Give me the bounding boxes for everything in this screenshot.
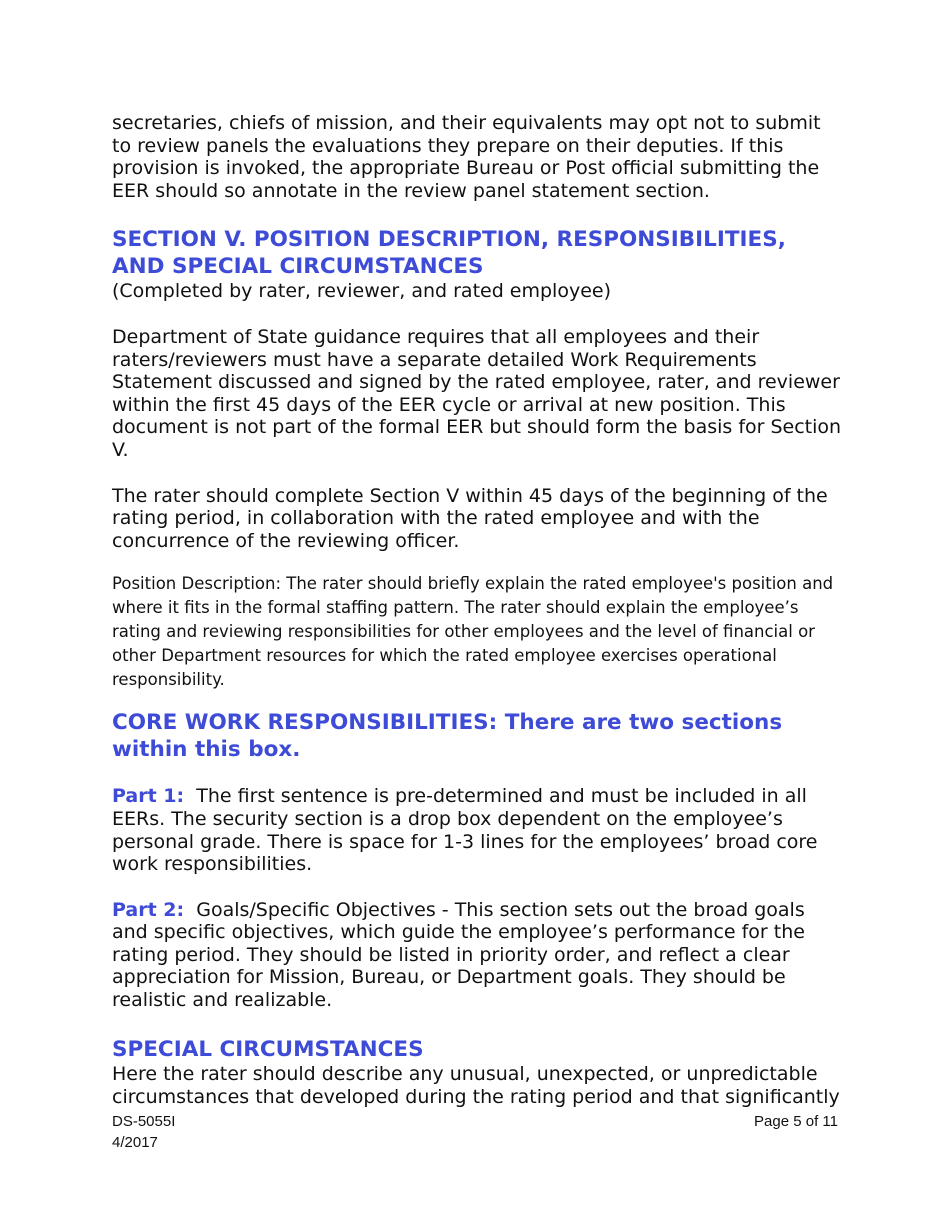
- special-circumstances-text: Here the rater should describe any unusual, unexpected, or unpredictable circumstances that developed during the rating period and that significantly: [112, 1063, 840, 1108]
- document-page: [112, 112, 842, 1108]
- timing-paragraph: The rater should complete Section V within 45 days of the beginning of the rating period, in collaboration with the rated employee and with the concurrence of the reviewing officer.: [112, 484, 828, 552]
- section-v-heading: SECTION V. POSITION DESCRIPTION, RESPONSIBILITIES, AND SPECIAL CIRCUMSTANCES: [112, 227, 786, 279]
- footer-left: [112, 1111, 175, 1153]
- form-date: 4/2017: [112, 1134, 158, 1151]
- intro-paragraph: secretaries, chiefs of mission, and their equivalents may opt not to submit to review panels the evaluations they prepare on their deputies. If this provision is invoked, the appropriate Bureau or Post official submitting the EER should so annotate in the review panel statement section.: [112, 112, 821, 202]
- part1-paragraph: [112, 785, 842, 875]
- part2-label: Part 2:: [112, 898, 185, 921]
- section-v-subheading: (Completed by rater, reviewer, and rated employee): [112, 280, 612, 303]
- part2-paragraph: [112, 899, 842, 1012]
- part1-label: Part 1:: [112, 785, 185, 808]
- part1-text: The first sentence is pre-determined and must be included in all EERs. The security section is a drop box dependent on the employee’s personal grade. There is space for 1-3 lines for the employees’ broad core work responsibilities.: [112, 785, 818, 876]
- special-circumstances-heading: SPECIAL CIRCUMSTANCES: [112, 1036, 424, 1062]
- position-description-paragraph: Position Description: The rater should briefly explain the rated employee's position and where it fits in the formal staffing pattern. The rater should explain the employee’s rating and reviewing responsibilities for other employees and the level of financial or other Department resources for which the rated employee exercises operational responsibility.: [112, 574, 834, 690]
- part2-text: Goals/Specific Objectives - This section sets out the broad goals and specific objectives, which guide the employee’s performance for the rating period. They should be listed in priority order, and reflect a clear appreciation for Mission, Bureau, or Department goals. They should be realistic and realizable.: [112, 898, 805, 1012]
- core-work-heading: CORE WORK RESPONSIBILITIES: There are two sections within this box.: [112, 710, 783, 762]
- page-number: Page 5 of 11: [754, 1113, 838, 1130]
- guidance-paragraph: Department of State guidance requires that all employees and their raters/reviewers must have a separate detailed Work Requirements Statement discussed and signed by the rated employee, rater, and reviewer within the first 45 days of the EER cycle or arrival at new position. This document is not part of the formal EER but should form the basis for Section V.: [112, 325, 842, 461]
- form-number: DS-5055I: [112, 1113, 176, 1130]
